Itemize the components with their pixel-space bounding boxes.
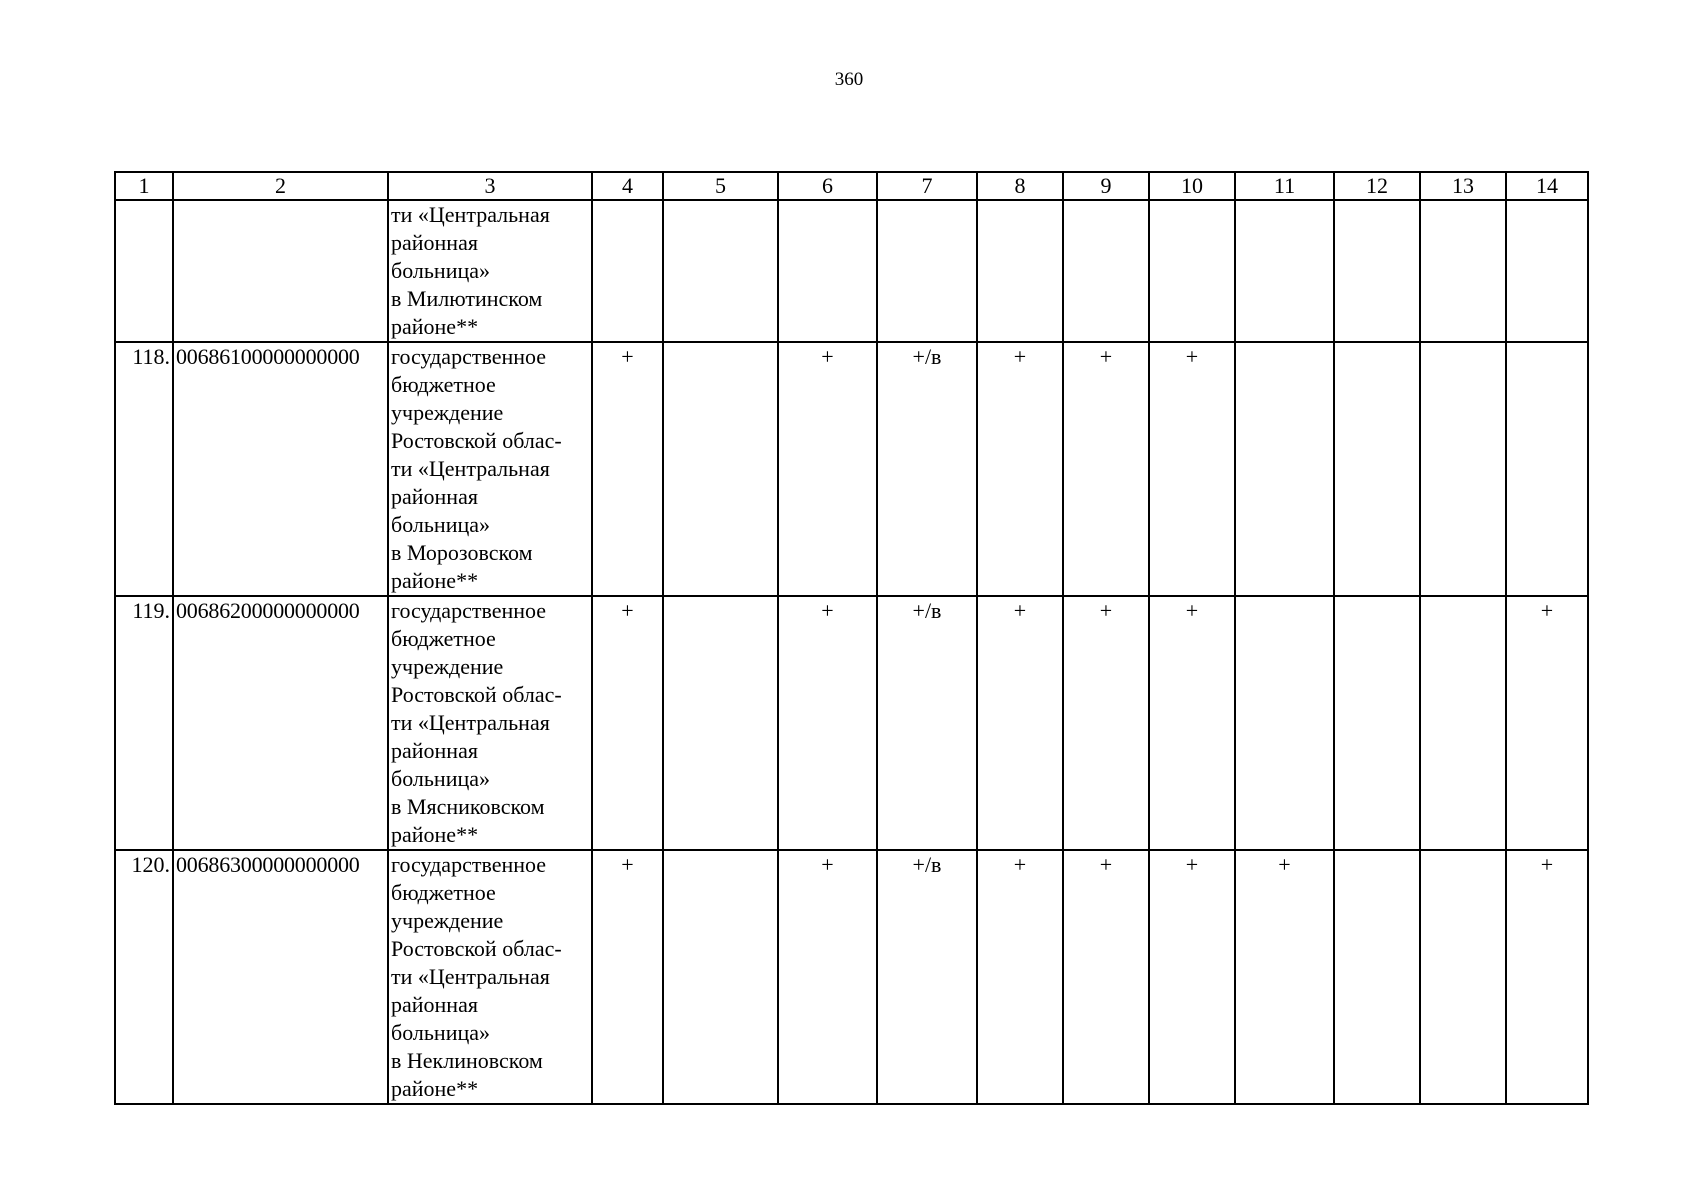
- column-header-11: 11: [1235, 172, 1334, 200]
- mark-cell: [1420, 342, 1506, 596]
- page-number: 360: [834, 69, 864, 90]
- table-row: [115, 596, 1588, 850]
- mark-cell: [1235, 342, 1334, 596]
- row-institution-name: государственное бюджетное учреждение Ростовской облас- ти «Центральная районная больница» в Мясниковском районе**: [388, 596, 592, 850]
- column-header-9: 9: [1063, 172, 1149, 200]
- row-number: 120.: [115, 850, 173, 1104]
- mark-cell: [1334, 342, 1420, 596]
- column-header-13: 13: [1420, 172, 1506, 200]
- mark-cell: +/в: [877, 342, 977, 596]
- row-institution-name: государственное бюджетное учреждение Ростовской облас- ти «Центральная районная больница» в Морозовском районе**: [388, 342, 592, 596]
- mark-cell: [1334, 200, 1420, 342]
- column-header-8: 8: [977, 172, 1063, 200]
- mark-cell: [663, 596, 778, 850]
- mark-cell: +: [977, 342, 1063, 596]
- column-header-1: 1: [115, 172, 173, 200]
- mark-cell: +: [1063, 850, 1149, 1104]
- mark-cell: [977, 200, 1063, 342]
- row-code: 00686200000000000: [173, 596, 388, 850]
- mark-cell: +: [1506, 596, 1588, 850]
- mark-cell: [663, 850, 778, 1104]
- mark-cell: +: [592, 596, 663, 850]
- column-header-4: 4: [592, 172, 663, 200]
- column-header-2: 2: [173, 172, 388, 200]
- mark-cell: +: [1149, 596, 1235, 850]
- document-table: [114, 171, 1589, 1105]
- table-header-row: [115, 172, 1588, 200]
- mark-cell: [1334, 596, 1420, 850]
- row-code: 00686300000000000: [173, 850, 388, 1104]
- mark-cell: [1420, 850, 1506, 1104]
- row-number: [115, 200, 173, 342]
- mark-cell: [663, 342, 778, 596]
- mark-cell: +/в: [877, 596, 977, 850]
- mark-cell: [778, 200, 877, 342]
- row-institution-name: ти «Центральная районная больница» в Милютинском районе**: [388, 200, 592, 342]
- mark-cell: [663, 200, 778, 342]
- mark-cell: [1506, 200, 1588, 342]
- row-code: [173, 200, 388, 342]
- mark-cell: [877, 200, 977, 342]
- row-number: 118.: [115, 342, 173, 596]
- table-row: [115, 342, 1588, 596]
- mark-cell: +: [592, 342, 663, 596]
- mark-cell: [1235, 596, 1334, 850]
- mark-cell: +: [1235, 850, 1334, 1104]
- mark-cell: [1420, 200, 1506, 342]
- mark-cell: [1235, 200, 1334, 342]
- mark-cell: +: [1506, 850, 1588, 1104]
- column-header-6: 6: [778, 172, 877, 200]
- mark-cell: +: [1149, 342, 1235, 596]
- mark-cell: +: [778, 850, 877, 1104]
- mark-cell: [1506, 342, 1588, 596]
- mark-cell: +: [1063, 342, 1149, 596]
- table-row: [115, 200, 1588, 342]
- mark-cell: +: [977, 850, 1063, 1104]
- column-header-5: 5: [663, 172, 778, 200]
- mark-cell: [1063, 200, 1149, 342]
- row-code: 00686100000000000: [173, 342, 388, 596]
- mark-cell: +: [778, 596, 877, 850]
- column-header-12: 12: [1334, 172, 1420, 200]
- row-number: 119.: [115, 596, 173, 850]
- mark-cell: [1334, 850, 1420, 1104]
- mark-cell: [1149, 200, 1235, 342]
- mark-cell: +: [778, 342, 877, 596]
- mark-cell: +: [592, 850, 663, 1104]
- column-header-7: 7: [877, 172, 977, 200]
- mark-cell: +: [977, 596, 1063, 850]
- mark-cell: [1420, 596, 1506, 850]
- mark-cell: +: [1149, 850, 1235, 1104]
- table-row: [115, 850, 1588, 1104]
- mark-cell: [592, 200, 663, 342]
- mark-cell: +/в: [877, 850, 977, 1104]
- column-header-10: 10: [1149, 172, 1235, 200]
- mark-cell: +: [1063, 596, 1149, 850]
- row-institution-name: государственное бюджетное учреждение Ростовской облас- ти «Центральная районная больница» в Неклиновском районе**: [388, 850, 592, 1104]
- column-header-3: 3: [388, 172, 592, 200]
- column-header-14: 14: [1506, 172, 1588, 200]
